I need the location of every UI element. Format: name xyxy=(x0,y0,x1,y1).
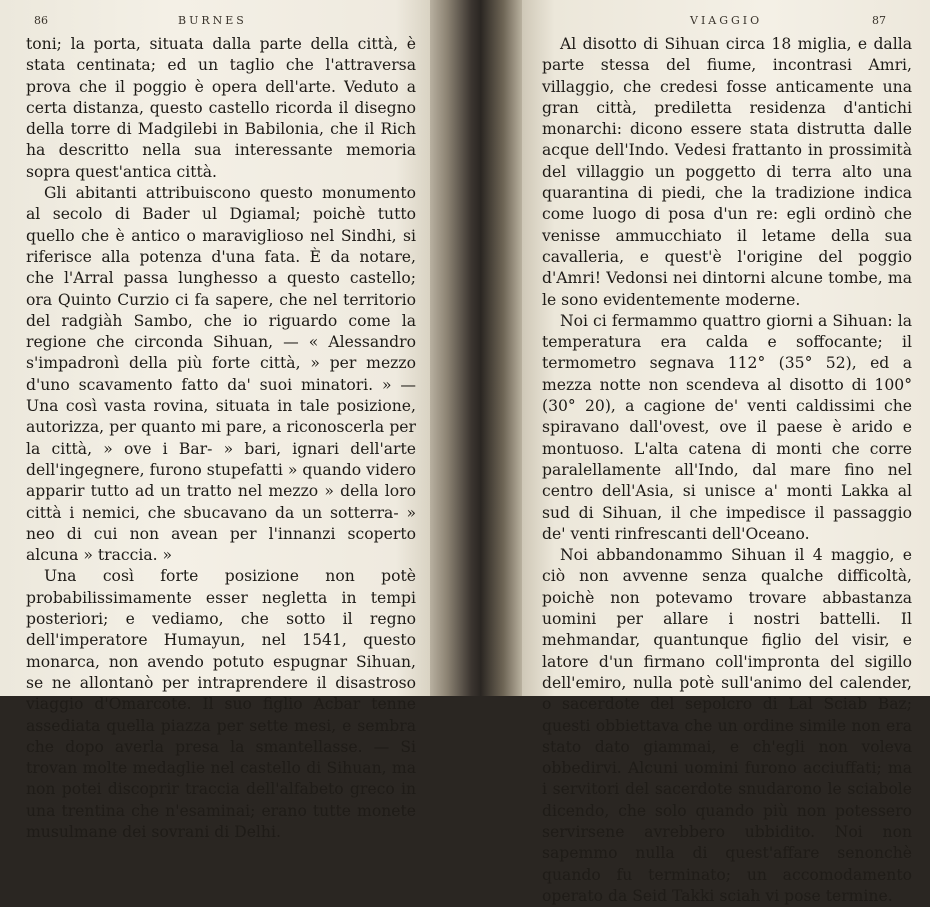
left-page-number: 86 xyxy=(34,14,48,27)
left-paragraph-1: toni; la porta, situata dalla parte della città, è stata centinata; ed un taglio che l'attraversa prova che il poggio è opera dell'arte. Veduto a certa distanza, questo castello ricorda il disegno della torre di Madgilebi in Babilonia, che il Rich ha descritto nella sua interessante memoria sopra quest'antica città. xyxy=(26,35,416,181)
right-paragraph-1: Al disotto di Sihuan circa 18 miglia, e dalla parte stessa del fiume, incontrasi Amri, villaggio, che credesi fosse anticamente una gran città, prediletta residenza d'antichi monarchi: dicono essere stata distrutta dalle acque dell'Indo. Vedesi frattanto in prossimità del villaggio un poggetto di terra alto una quarantina di piedi, che la tradizione indica come luogo di posa d'un re: egli ordinò che venisse ammucchiato il letame della sua cavalleria, e quest'è l'origine del poggio d'Amri! Vedonsi nei dintorni alcune tombe, ma le sono evidentemente moderne. xyxy=(542,35,912,309)
left-running-head: BURNES xyxy=(178,14,247,27)
right-running-head: VIAGGIO xyxy=(690,14,763,27)
left-paragraph-2: Gli abitanti attribuiscono questo monumento al secolo di Bader ul Dgiamal; poichè tutto quello che è antico o maraviglioso nel Sindhi, si riferisce alla potenza d'una fata. È da notare, che l'Arral passa lunghesso a questo castello; ora Quinto Curzio ci fa sapere, che nel territorio del radgiàh Sambo, che io riguardo come la regione che circonda Sihuan, — « Alessandro s'impadronì della più forte città, » per mezzo d'uno scavamento fatto da' suoi minatori. » — Una così vasta rovina, situata in tale posizione, autorizza, per quanto mi pare, a riconoscerla per la città, » ove i Bar- » bari, ignari dell'arte dell'ingegnere, furono stupefatti » quando videro apparir tutto ad un tratto nel mezzo » della loro città i nemici, che sbucavano da un sotterra- » neo di cui non avean per l'innanzi scoperto alcuna » traccia. » xyxy=(26,184,416,565)
right-paragraph-2: Noi ci fermammo quattro giorni a Sihuan: la temperatura era calda e soffocante; il termometro segnava 112° (35° 52), ed a mezza notte non scendeva al disotto di 100° (30° 20), a cagione de' venti caldissimi che spiravano dall'ovest, ove il paese è arido e montuoso. L'alta catena di monti che corre paralellamente all'Indo, dal mare fino nel centro dell'Asia, si unisce a' monti Lakka al sud di Sihuan, il che impedisce il passaggio de' venti rinfrescanti dell'Oceano. xyxy=(542,311,912,543)
left-page xyxy=(0,0,430,841)
right-page xyxy=(522,0,930,905)
right-page-number: 87 xyxy=(872,14,886,27)
right-paragraph-3: Noi abbandonammo Sihuan il 4 maggio, e ciò non avvenne senza qualche difficoltà, poichè non potevamo trovare abbastanza uomini per allare i nostri battelli. Il mehmandar, quantunque figlio del visir, e latore d'un firmano coll'impronta del sigillo dell'emiro, nulla potè sull'animo del calender, o sacerdote del sepolcro di Lal Sciab Baz; questi obbiettava che un ordine simile non era stato dato giammai, e ch'egli non voleva obbedirvi. Alcuni uomini furono acciuffati; ma i servitori del sacerdote snudarono le sciabole dicendo, che solo quando più non potessero servirsene avrebbero ubbidito. Noi non sapemmo nulla di quest'affare senonchè quando fu terminato; un accomodamento operato da Seid Takki sciah vi pose termine. xyxy=(542,546,912,905)
right-page-text xyxy=(542,34,912,907)
book-gutter xyxy=(430,0,522,696)
left-page-text xyxy=(26,34,416,843)
left-paragraph-3: Una così forte posizione non potè probabilissimamente esser negletta in tempi posteriori; e vediamo, che sotto il regno dell'imperatore Humayun, nel 1541, questo monarca, non avendo potuto espugnar Sihuan, se ne allontanò per intraprendere il disastroso viaggio d'Omarcote. Il suo figlio Acbar tenne assediata quella piazza per sette mesi, e sembra che dopo averla presa la smantellasse. — Si trovan molte medaglie nel castello di Sihuan, ma non potei discoprir traccia dell'alfabeto greco in una trentina che n'esaminai; erano tutte monete musulmane dei sovrani di Delhi. xyxy=(26,567,416,841)
